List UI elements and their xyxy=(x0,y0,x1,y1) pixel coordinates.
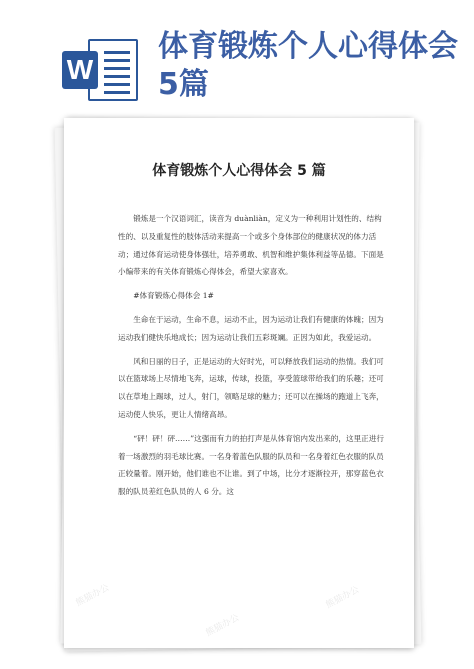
document-title: 体育锻炼个人心得体会 5 篇 xyxy=(152,163,326,179)
paragraph-intro: 锻炼是一个汉语词汇，读音为 duànliàn，定义为一种利用计划性的、结构性的、以及重复性的肢体活动来提高一个或多个身体部位的健康状况的体力活动；通过体育运动使身体强壮，培养勇敢、机智和维护集体利益等品德。下面是小编带来的有关体育锻炼心得体会，希望大家喜欢。 xyxy=(118,214,384,277)
paragraph-life-motion: 生命在于运动，生命不息，运动不止，因为运动让我们有健康的体魄；因为运动我们健快乐地成长；因为运动让我们五彩斑斓。正因为如此，我爱运动。 xyxy=(118,314,384,342)
watermark: 熊猫办公 xyxy=(73,582,111,608)
word-w-badge: W xyxy=(62,51,98,89)
document-page xyxy=(64,118,414,648)
paragraph-sunny-day: 风和日丽的日子，正是运动的大好时光，可以释放我们运动的热情。我们可以在篮球场上尽情地飞奔，运球，传球，投篮，享受篮球带给我们的乐趣；还可以在草地上踢球，过人，射门，领略足球的魅力；还可以在操场的跑道上飞奔，运动使人快乐，更让人情绪高昂。 xyxy=(118,356,384,419)
watermark: 熊猫办公 xyxy=(203,612,241,638)
banner-title: 体育锻炼个人心得体会5篇 xyxy=(158,29,458,102)
watermark: 熊猫办公 xyxy=(323,584,361,610)
banner xyxy=(0,0,474,120)
word-document-icon xyxy=(62,35,140,105)
paragraph-badminton: “砰！砰！砰……”这强而有力的拍打声是从体育馆内发出来的，这里正进行着一场激烈的羽毛球比赛。一名身着蓝色队服的队员和一名身着红色衣服的队员正较量着。刚开始，他们谁也不让谁。到了中场，比分才逐渐拉开，那穿蓝色衣服的队员差红色队员的人 6 分。这 xyxy=(118,433,384,497)
document-body xyxy=(118,210,386,501)
section-heading: #体育锻炼心得体会 1# xyxy=(133,291,214,301)
